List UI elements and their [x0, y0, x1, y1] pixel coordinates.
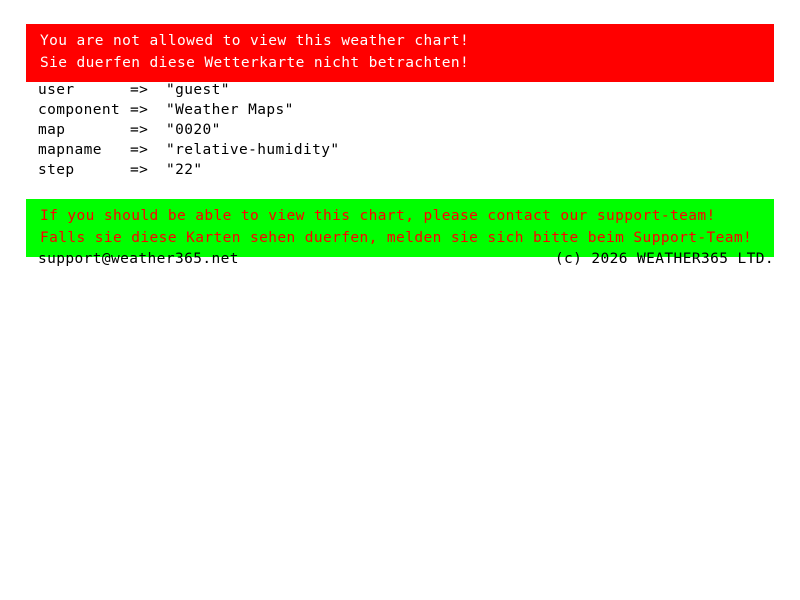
copyright-notice: (c) 2026 WEATHER365 LTD.: [554, 251, 774, 267]
parameter-row: [38, 140, 339, 160]
parameter-arrow: =>: [130, 162, 149, 178]
parameter-key: mapname: [38, 142, 102, 158]
parameter-value: "relative-humidity": [166, 142, 340, 158]
parameter-list: [38, 80, 339, 180]
parameter-arrow: =>: [130, 122, 149, 138]
parameter-key: map: [38, 122, 66, 138]
parameter-key: component: [38, 102, 121, 118]
parameter-key: user: [38, 82, 75, 98]
parameter-key: step: [38, 162, 75, 178]
parameter-value: "guest": [166, 82, 230, 98]
parameter-row: [38, 80, 339, 100]
parameter-row: [38, 100, 339, 120]
parameter-value: "0020": [166, 122, 221, 138]
parameter-row: [38, 120, 339, 140]
error-banner-line-de: Sie duerfen diese Wetterkarte nicht betrachten!: [40, 55, 470, 71]
parameter-arrow: =>: [130, 82, 149, 98]
parameter-value: "22": [166, 162, 203, 178]
parameter-row: [38, 160, 339, 180]
parameter-arrow: =>: [130, 102, 149, 118]
support-email[interactable]: support@weather365.net: [38, 251, 239, 267]
error-banner: [26, 24, 774, 82]
parameter-arrow: =>: [130, 142, 149, 158]
support-banner-line-en: If you should be able to view this chart, please contact our support-team!: [40, 208, 716, 224]
footer: [38, 249, 774, 269]
support-banner-line-de: Falls sie diese Karten sehen duerfen, melden sie sich bitte beim Support-Team!: [40, 230, 753, 246]
parameter-value: "Weather Maps": [166, 102, 294, 118]
error-banner-line-en: You are not allowed to view this weather chart!: [40, 33, 470, 49]
